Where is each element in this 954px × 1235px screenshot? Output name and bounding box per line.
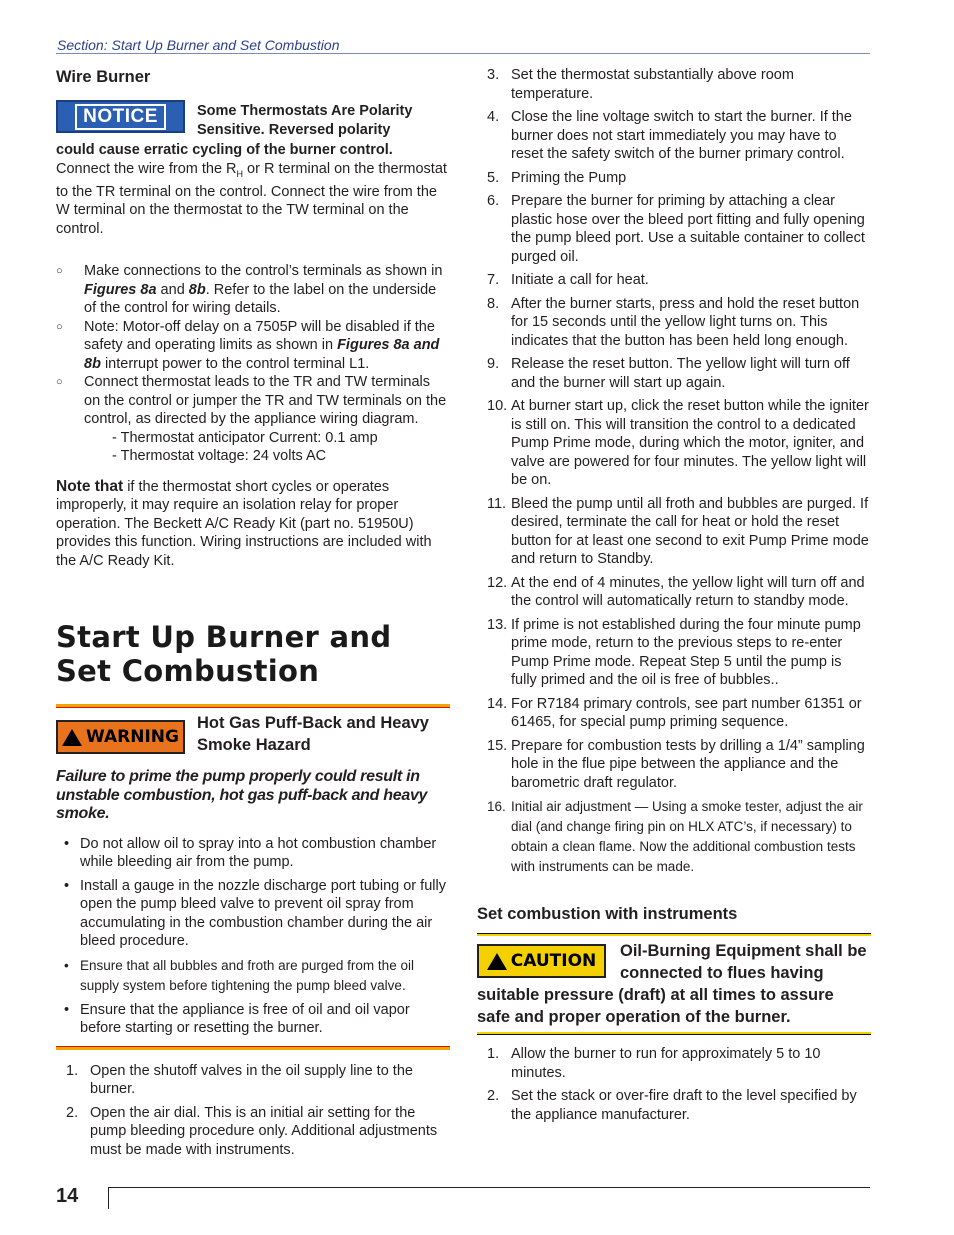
step-number: 16. xyxy=(487,799,506,814)
caution-triangle-icon xyxy=(487,953,507,970)
caution-block xyxy=(477,936,871,1028)
list-item xyxy=(56,1062,450,1099)
footer-divider xyxy=(108,1187,109,1209)
list-item xyxy=(477,695,871,732)
warning-italic-text: Failure to prime the pump properly could result in unstable combustion, hot gas puff-back and heavy smoke. xyxy=(56,768,428,823)
notice-text-cont: could cause erratic cycling of the burner control. xyxy=(56,142,393,158)
step-text: After the burner starts, press and hold the reset button for 15 seconds until the yellow light turns on. This indicates that the button has been held long enough. xyxy=(511,295,860,349)
header-rule xyxy=(56,53,870,54)
step-number: 2. xyxy=(487,1088,500,1104)
step-text: Open the air dial. This is an initial air setting for the pump bleeding procedure only. Additional adjustments must be made with instruments. xyxy=(90,1104,438,1158)
list-item xyxy=(477,574,871,611)
warning-badge xyxy=(56,720,185,754)
page-number: 14 xyxy=(56,1185,79,1207)
bullet-text: and xyxy=(156,281,189,298)
list-item xyxy=(56,1104,450,1160)
list-item xyxy=(477,397,871,490)
list-item xyxy=(477,1087,871,1124)
list-item xyxy=(477,495,871,569)
warning-bottom-rule xyxy=(56,1046,450,1050)
step-text: If prime is not established during the four minute pump prime mode, return to the previous steps to re-enter Pump Prime mode. Repeat Step 5 until the pump is fully primed and the oil is free of bubbles.. xyxy=(511,616,861,688)
step-text: Close the line voltage switch to start the burner. If the burner does not start immediately you may have to reset the safety switch of the burner primary control. xyxy=(511,109,852,162)
list-item xyxy=(56,373,450,429)
list-item xyxy=(477,616,871,690)
warning-top-rule xyxy=(56,704,450,708)
note-bold: Note that xyxy=(56,477,124,495)
list-item xyxy=(56,318,450,374)
step-number: 12. xyxy=(487,574,508,591)
figure-ref: Figures 8a xyxy=(84,281,157,298)
connect-text-cont: or R terminal on the thermostat to the TR terminal on the control. Connect the wire from the W terminal on the thermostat to the TW terminal on the control. xyxy=(56,160,447,237)
step-text: At the end of 4 minutes, the yellow light will turn off and the control will automatically return to standby mode. xyxy=(511,574,865,609)
right-column xyxy=(477,66,871,1129)
notice-block xyxy=(56,98,450,160)
step-number: 10. xyxy=(487,398,508,414)
bullet-text: Connect thermostat leads to the TR and TW terminals on the control or jumper the TR and TW terminals on the control, as directed by the appliance wiring diagram. xyxy=(84,374,447,428)
note-text: if the thermostat short cycles or operates improperly, it may require an isolation relay for proper operation. The Beckett A/C Ready Kit (part no. 51950U) provides this function. Wiring instructions are included with the A/C Ready Kit. xyxy=(56,478,432,569)
step-number: 5. xyxy=(487,169,500,186)
step-number: 4. xyxy=(487,109,500,125)
step-text: Set the stack or over-fire draft to the level specified by the appliance manufacturer. xyxy=(511,1088,857,1123)
warning-triangle-icon xyxy=(62,729,82,746)
step-text: Prepare for combustion tests by drilling a 1/4” sampling hole in the flue pipe between the appliance and the barometric draft regulator. xyxy=(511,737,865,791)
wire-burner-heading: Wire Burner xyxy=(56,68,151,86)
step-number: 7. xyxy=(487,272,500,288)
list-item: • Do not allow oil to spray into a hot combustion chamber while bleeding air from the pump. xyxy=(56,835,450,872)
list-item: • Install a gauge in the nozzle discharge port tubing or fully open the pump bleed valve to prevent oil spray from accumulating in the combustion chamber during the air bleed procedure. xyxy=(56,877,450,951)
warning-bullets xyxy=(56,835,450,1038)
caution-text: Oil-Burning Equipment shall be connected to flues having suitable pressure (draft) at all times to assure safe and proper operation of the burner. xyxy=(477,942,867,1026)
footer-rule xyxy=(108,1187,870,1188)
bullet-text: Note: Motor-off delay on a 7505P will be disabled if the safety and operating limits as shown in xyxy=(84,318,435,354)
step-number: 1. xyxy=(487,1046,500,1062)
anticipator-current: - Thermostat anticipator Current: 0.1 amp xyxy=(112,429,378,446)
step-number: 6. xyxy=(487,193,500,209)
step-number: 3. xyxy=(487,67,500,83)
wiring-list xyxy=(56,262,450,429)
subscript-h: H xyxy=(236,168,244,179)
notice-badge xyxy=(56,100,185,133)
list-item xyxy=(477,66,871,103)
page-title: Start Up Burner and Set Combustion xyxy=(56,620,392,689)
step-number: 2. xyxy=(66,1104,79,1121)
connect-text: Connect the wire from the R xyxy=(56,160,237,177)
list-item xyxy=(477,192,871,266)
list-item xyxy=(477,355,871,392)
list-item: • Ensure that all bubbles and froth are purged from the oil supply system before tightening the pump bleed valve. xyxy=(56,956,450,996)
step-text: Release the reset button. The yellow light will turn off and the burner will start up again. xyxy=(511,356,850,391)
step-text: Initiate a call for heat. xyxy=(511,272,649,288)
figure-ref: 8b xyxy=(188,281,206,298)
caution-badge xyxy=(477,944,606,978)
step-text: Allow the burner to run for approximately 5 to 10 minutes. xyxy=(511,1046,821,1081)
left-column xyxy=(56,66,450,1164)
step-number: 11. xyxy=(487,495,507,512)
notice-text: Some Thermostats Are Polarity Sensitive. Reversed polarity xyxy=(197,103,413,138)
set-combustion-heading: Set combustion with instruments xyxy=(477,905,738,923)
step-number: 1. xyxy=(66,1062,79,1079)
step-number: 9. xyxy=(487,356,500,372)
step-text: Initial air adjustment — Using a smoke tester, adjust the air dial (and change firing pin on HLX ATC’s, if necessary) to obtain a clean flame. Now the additional combustion tests with instruments can be made. xyxy=(511,799,863,874)
step-text: Set the thermostat substantially above room temperature. xyxy=(511,67,794,102)
list-item xyxy=(477,271,871,290)
step-text: Bleed the pump until all froth and bubbles are purged. If desired, terminate the call for heat or hold the reset button for at least one second to exit Pump Prime mode and return to Standby. xyxy=(511,495,869,567)
list-item xyxy=(477,108,871,164)
step-text: Open the shutoff valves in the oil supply line to the burner. xyxy=(90,1062,413,1098)
step-number: 13. xyxy=(487,616,508,633)
thermostat-voltage: - Thermostat voltage: 24 volts AC xyxy=(112,448,327,465)
caution-bottom-rule xyxy=(477,1032,871,1035)
step-text: Prepare the burner for priming by attaching a clear plastic hose over the bleed port fitting and fully opening the pump bleed port. Use a suitable container to collect purged oil. xyxy=(511,193,865,265)
warning-block xyxy=(56,712,450,756)
step-text: At burner start up, click the reset button while the igniter is still on. This will transition the control to a dedicated Pump Prime mode, during which the motor, igniter, and valve are powered for four minutes. The yellow light will be on. xyxy=(511,398,869,488)
step-number: 8. xyxy=(487,295,500,312)
list-item: • Ensure that the appliance is free of oil and oil vapor before starting or resetting the burner. xyxy=(56,1001,450,1038)
bullet-text: . Refer to the label on the underside of the control for wiring details. xyxy=(84,281,437,317)
priming-steps xyxy=(477,66,871,877)
section-header: Section: Start Up Burner and Set Combustion xyxy=(57,37,340,53)
step-text: For R7184 primary controls, see part number 61351 or 61465, for special pump priming sequence. xyxy=(511,695,862,730)
list-item xyxy=(477,295,871,351)
warning-label: WARNING xyxy=(86,727,179,748)
startup-steps xyxy=(56,1062,450,1160)
step-number: 14. xyxy=(487,695,508,712)
step-number: 15. xyxy=(487,737,508,754)
step-text: Priming the Pump xyxy=(511,169,627,186)
list-item xyxy=(477,169,871,188)
warning-title: Hot Gas Puff-Back and Heavy Smoke Hazard xyxy=(197,714,429,755)
bullet-text: interrupt power to the control terminal L1. xyxy=(100,355,370,372)
notice-label: NOTICE xyxy=(75,104,166,130)
list-item xyxy=(56,262,450,318)
list-item xyxy=(477,1045,871,1082)
connect-paragraph xyxy=(56,160,450,239)
combustion-steps xyxy=(477,1045,871,1124)
figure-ref: Figures 8a and 8b xyxy=(84,337,440,372)
list-item xyxy=(477,737,871,793)
list-item xyxy=(477,797,871,877)
caution-label: CAUTION xyxy=(510,950,597,971)
bullet-text: Make connections to the control’s terminals as shown in xyxy=(84,263,443,280)
note-paragraph xyxy=(56,478,450,571)
